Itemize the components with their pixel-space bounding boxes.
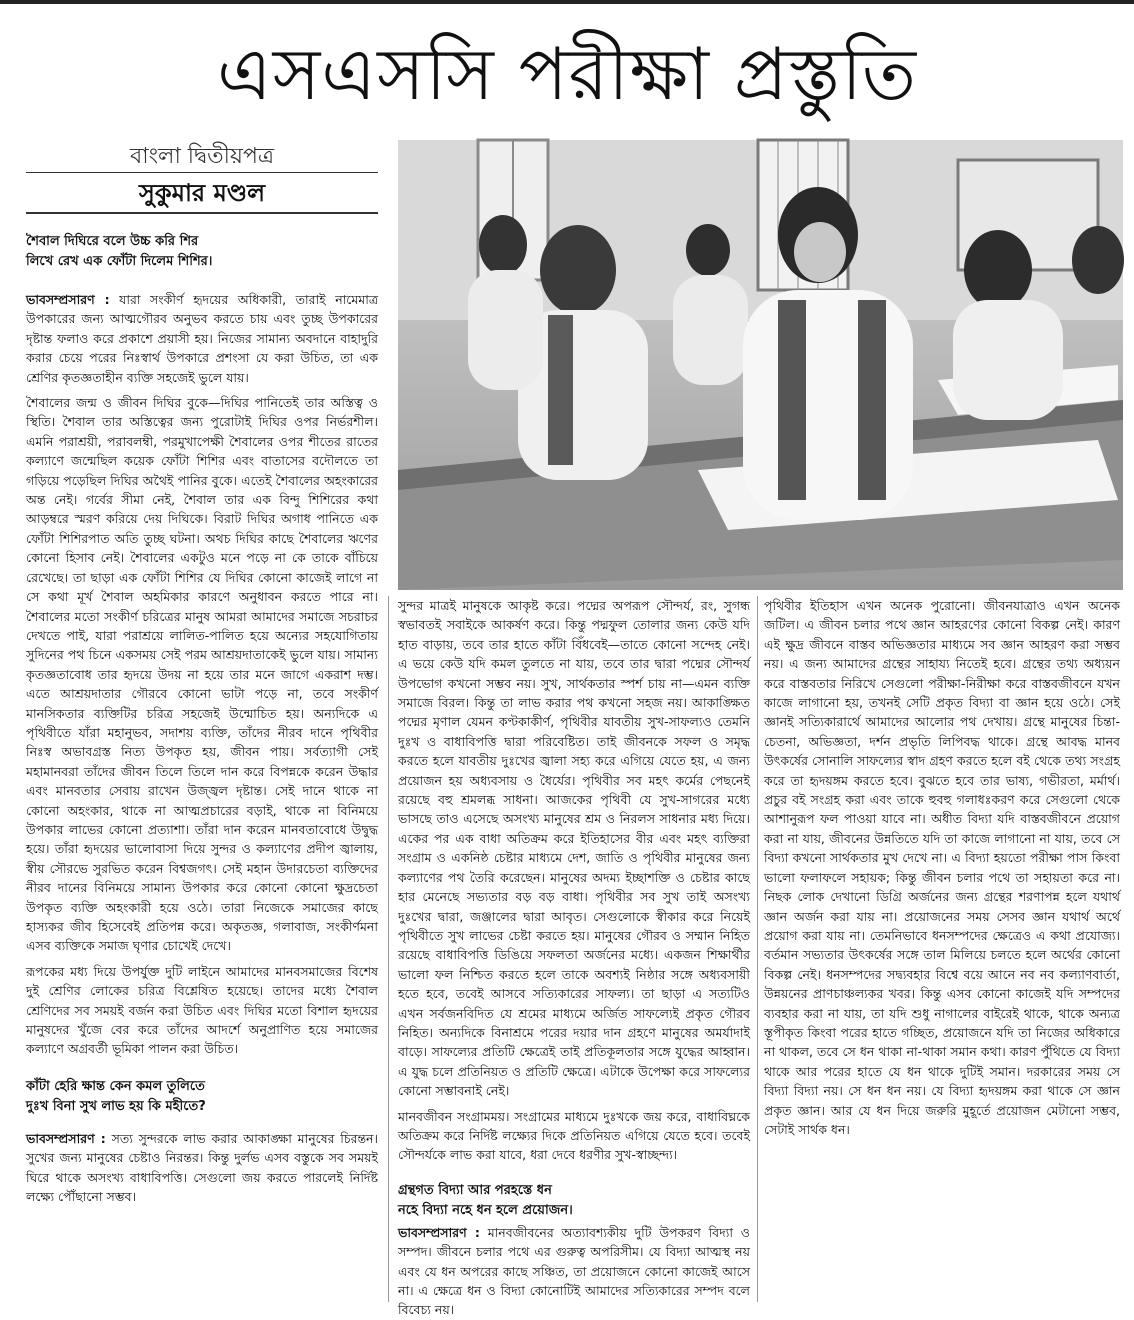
paragraph <box>26 290 378 387</box>
verse-line-2: লিখে রেখ এক ফোঁটা দিলেম শিশির। <box>26 254 213 269</box>
article-column-2 <box>398 596 750 1318</box>
verse-line-1: শৈবাল দিঘিরে বলে উচ্চ করি শির <box>26 234 199 249</box>
verse <box>26 232 378 272</box>
column-divider <box>757 596 758 1302</box>
verse <box>26 1077 378 1117</box>
article-column-1 <box>26 232 378 1302</box>
label-bhabsomprosaron: ভাবসম্প্রসারণ : <box>26 292 110 307</box>
paragraph-text: সত্য সুন্দরকে লাভ করার আকাঙ্ক্ষা মানুষের চিরন্তন। সুখের জন্য মানুষের চেষ্টাও নিরন্তর। কিন্তু দুর্লভ এসব বস্তুকে সব সময়ই ঘিরে থাকে অসংখ্য বাধাবিপত্তি। সেগুলো জয় করতে পারলেই নির্দিষ্ট লক্ষ্যে পৌঁছানো সম্ভব। <box>26 1130 378 1205</box>
paragraph: সুন্দর মাত্রই মানুষকে আকৃষ্ট করে। পদ্মের অপরূপ সৌন্দর্য, রং, সুগন্ধ স্বভাবতই সবাইকে আকর্ষণ করে। কিন্তু পদ্মফুল তোলার জন্য কেউ যদি হাত বাড়ায়, তবে তার হাতে কাঁটা বিঁধবেই—তাতে কোনো সন্দেহ নেই। এ ভয়ে কেউ যদি কমল তুলতে না যায়, তবে তার দ্বারা পদ্মের সৌন্দর্য উপভোগ কখনো সম্ভব নয়। সুখ, সার্থকতার স্পর্শ চায় না—এমন ব্যক্তি সমাজে বিরল। কিন্তু তা লাভ করার পথ কখনো সহজ নয়। আকাঙ্ক্ষিত পদ্মের মৃণাল যেমন কণ্টকাকীর্ণ, পৃথিবীর যাবতীয় সুখ-সাফল্যও তেমনি দুঃখ ও বাধাবিপত্তি দ্বারা পরিবেষ্টিত। তাই জীবনকে সফল ও সমৃদ্ধ করতে হলে যাবতীয় দুঃখের জ্বালা সহ্য করে এগিয়ে যেতে হয়, এ জন্য প্রয়োজন হয় অধ্যবসায় ও ধৈর্যের। পৃথিবীর সব মহৎ কর্মের পেছনেই রয়েছে বহু শ্রমলব্ধ সাধনা। আজকের পৃথিবী যে সুখ-সাগরের মধ্যে ভাসছে তাও এসেছে অসংখ্য মানুষের শ্রম ও নিরলস সাধনার মধ্য দিয়ে। একের পর এক বাধা অতিক্রম করে ইতিহাসের বীর এবং মহৎ ব্যক্তিরা সংগ্রাম ও একনিষ্ঠ চেষ্টার মাধ্যমে দেশ, জাতি ও পৃথিবীর মানুষের জন্য কল্যাণের পথ তৈরি করেছেন। মানুষের অদম্য ইচ্ছাশক্তি ও চেষ্টার কাছে হার মেনেছে সভ্যতার বড় বড় বাধা। পৃথিবীর সব সুখ তাই অসংখ্য দুঃখের দ্বারা, জঞ্জালের দ্বারা আবৃত। সেগুলোকে স্বীকার করে নিয়েই পৃথিবীতে সুখ লাভের চেষ্টা করতে হয়। মানুষের গৌরব ও সম্মান নিহিত রয়েছে বাধাবিপত্তি ডিঙিয়ে সফলতা অর্জনের মধ্যে। একজন শিক্ষার্থীর ভালো ফল নিশ্চিত করতে হলে তাকে অবশ্যই নিষ্ঠার সঙ্গে অধ্যবসায়ী হতে হবে, তবেই আসবে সত্যিকারের সাফল্য। তা ছাড়া এ সত্যটিও এখন সর্বজনবিদিত যে শ্রমের মাধ্যমে অর্জিত সাফল্যেই প্রকৃত গৌরব নিহিত। অন্যদিকে বিনাশ্রমে পরের দয়ার দান গ্রহণে মানুষের অমর্যাদাই বাড়ে। সাফল্যের প্রতিটি ক্ষেত্রেই তাই প্রতিকূলতার সঙ্গে যুদ্ধের আহ্বান। এ যুদ্ধ চলে প্রতিনিয়ত ও প্রতিটি ক্ষেত্রে। এটাকে উপেক্ষা করে সাফল্যের কোনো সম্ভাবনাই নেই। <box>398 598 750 1099</box>
verse-line-1: কাঁটা হেরি ক্ষান্ত কেন কমল তুলিতে <box>26 1078 205 1094</box>
paragraph-text: মানবজীবনের অত্যাবশ্যকীয় দুটি উপকরণ বিদ্যা ও সম্পদ। জীবনে চলার পথে এর গুরুত্ব অপরিসীম। যে বিদ্যা আত্মস্থ নয় এবং যে ধন অপরের কাছে সঞ্চিত, তা প্রয়োজনে কোনো কাজেই আসে না। এ ক্ষেত্রে ধন ও বিদ্যা কোনোটিই আমাদের সত্যিকারের সম্পদ বলে বিবেচ্য নয়। <box>398 1224 750 1318</box>
verse-line-1: গ্রন্থগত বিদ্যা আর পরহস্তে ধন <box>398 1182 552 1198</box>
section-label: বাংলা দ্বিতীয়পত্র <box>129 144 275 169</box>
label-bhabsomprosaron: ভাবসম্প্রসারণ : <box>398 1224 480 1240</box>
exam-photo-illustration <box>398 140 1123 590</box>
verse <box>398 1181 750 1221</box>
paragraph <box>398 1223 750 1320</box>
divider <box>26 212 378 214</box>
paragraph: পৃথিবীর ইতিহাস এখন অনেক পুরোনো। জীবনযাত্রাও এখন অনেক জটিল। এ জীবন চলার পথে জ্ঞান আহরণের কোনো বিকল্প নেই। কারণ এই ক্ষুদ্র জীবনে বাস্তব অভিজ্ঞতার মাধ্যমে সব জ্ঞান আহরণ করা সম্ভব নয়। এ জন্য আমাদের গ্রন্থের সাহায্য নিতেই হবে। গ্রন্থের তথ্য অধ্যয়ন করে বাস্তবতার নিরিখে সেগুলো পরীক্ষা-নিরীক্ষা করে বাস্তবজীবনে যখন কাজে লাগানো হয়, তখনই সেটি প্রকৃত বিদ্যা বা জ্ঞান হয়ে ওঠে। সেই জ্ঞানই সত্যিকারার্থে আমাদের আলোর পথ দেখায়। গ্রন্থে মানুষের চিন্তা-চেতনা, অভিজ্ঞতা, দর্শন প্রভৃতি লিপিবদ্ধ থাকে। গ্রন্থে আবদ্ধ মানব উৎকর্ষের সোনালি সাফল্যের স্বাদ গ্রহণ করতে হলে বই থেকে তথ্য সংগ্রহ করে তা হৃদয়ঙ্গম করতে হবে। বুঝতে হবে তার ভাষ্য, গভীরতা, মর্মার্থ। প্রচুর বই সংগ্রহ করা এবং তাকে হুবহু গলাধঃকরণ করে সেগুলো থেকে আশানুরূপ ফল পাওয়া যাবে না। অধীত বিদ্যা যদি বাস্তবজীবনে প্রয়োগ করা না যায়, জীবনের উন্নতিতে যদি তা কাজে লাগানো না যায়, তবে সে বিদ্যা কখনো সার্থকতার মুখ দেখে না। এ বিদ্যা হয়তো পরীক্ষা পাস কিংবা ভালো ফলাফলে সহায়ক; কিন্তু জীবন চলার পথে তা সহায়তা করে না। নিছক লোক দেখানো ডিগ্রি অর্জনের জন্য গ্রন্থের শরণাপন্ন হলে যথার্থ জ্ঞান অর্জন করা যায় না। প্রয়োজনের সময় সেসব জ্ঞান যথার্থ অর্থে প্রয়োগ করা যায় না। তেমনিভাবে ধনসম্পদের ক্ষেত্রেও এ কথা প্রযোজ্য। বর্তমান সভ্যতার উৎকর্ষের সঙ্গে তাল মিলিয়ে চলতে হলে অর্থের কোনো বিকল্প নেই। ধনসম্পদের সদ্ব্যবহার বিশ্বে বয়ে আনে নব নব কল্যাণবার্তা, উন্নয়নের প্রাণচাঞ্চল্যকর খবর। কিন্তু এসব কোনো কাজেই যদি সম্পদের ব্যবহার করা না যায়, তা যদি শুধু নাগালের বাইরেই থাকে, থাকে অন্যত্র স্তূপীকৃত কিংবা পরের হাতে গচ্ছিত, প্রয়োজনে যদি তা নিজের অধিকারে না থাকল, তবে সে ধন থাকা না-থাকা সমান কথা। কারণ পুঁথিতে যে বিদ্যা থাকে আর পরের হাতে যে ধন থাকে দুটিই সমান। দরকারের সময় সে বিদ্যা বিদ্যা নয়। সে ধন ধন নয়। যে বিদ্যা হৃদয়ঙ্গম করা থাকে সে জ্ঞান প্রকৃত জ্ঞান। আর যে ধন দিয়ে জরুরি মুহূর্তে প্রয়োজন মেটানো সম্ভব, সেটাই সার্থক ধন। <box>764 598 1120 1137</box>
top-rule <box>0 0 1134 4</box>
paragraph: মানবজীবন সংগ্রামময়। সংগ্রামের মাধ্যমে দুঃখকে জয় করে, বাধাবিঘ্নকে অতিক্রম করে নির্দিষ্ট লক্ষ্যের দিকে প্রতিনিয়ত এগিয়ে যেতে হবে। তবেই সৌন্দর্যকে লাভ করা যাবে, ধরা দেবে ধরণীর সুখ-স্বাচ্ছন্দ্য। <box>398 1108 750 1163</box>
paragraph: শৈবালের জন্ম ও জীবন দিঘির বুকে—দিঘির পানিতেই তার অস্তিত্ব ও স্থিতি। শৈবাল তার অস্তিত্বের জন্য পুরোটাই দিঘির ওপর নির্ভরশীল। এমনি পরাশ্রয়ী, পরাবলম্বী, পরমুখাপেক্ষী শৈবালের ওপর শীতের রাতের কল্যাণে জন্মেছিল কয়েক ফোঁটা শিশির এবং বাতাসের বদৌলতে তা গড়িয়ে পড়েছিল দিঘির অথৈই পানির বুকে। এতেই শৈবালের অহংকারের অন্ত নেই। গর্বের সীমা নেই, শৈবাল তার এক বিন্দু শিশিরের কথা আড়ম্বরে স্মরণ করিয়ে দেয় দিঘিকে। বিরাট দিঘির অগাধ পানিতে এক ফোঁটা শিশিরপাত অতি তুচ্ছ ঘটনা। অথচ দিঘির কাছে শৈবালের ঋণের কোনো হিসাব নেই। শৈবালের একটুও মনে পড়ে না কে তাকে বাঁচিয়ে রেখেছে। তা ছাড়া এক ফোঁটা শিশির যে দিঘির কোনো কাজেই লাগে না সে কথা মূর্খ শৈবাল অহমিকার কারণে অনুধাবন করতে পারে না। শৈবালের মতো সংকীর্ণ চরিত্রের মানুষ আমরা আমাদের সমাজে সচরাচর দেখতে পাই, যারা পরাশ্রয়ে লালিত-পালিত হয়ে অন্যের সহযোগিতায় সুদিনের পথ চিনে একসময় সেই পরম আশ্রয়দাতাকেই ভুলে যায়। সামান্য কৃতজ্ঞতাবোধ তার হৃদয়ে উদয় না হয়ে তার মনে জাগে একরাশ দম্ভ। এতে আশ্রয়দাতার গৌরবে কোনো ভাটা পড়ে না, তবে সংকীর্ণ মানসিকতার ব্যক্তিটির চরিত্র সহজেই উন্মোচিত হয়। অন্যদিকে এ পৃথিবীতে যাঁরা মহানুভব, সদাশয় ব্যক্তি, তাঁদের নীরব দানে পৃথিবীর নিঃস্ব অভাবগ্রস্ত নিত্য উপকৃত হয়, জীবন পায়। সর্বত্যাগী সেই মহামানবরা তাঁদের জীবন তিলে তিলে দান করে বিপন্নকে করেন উদ্ধার এবং মানবতার সেবায় রাখেন উজ্জ্বল দৃষ্টান্ত। সেই দানে থাকে না কোনো অহংকার, থাকে না আত্মপ্রচারের বড়াই, থাকে না বিনিময়ে উপকার লাভের কোনো প্রত্যাশা। তাঁরা দান করেন মানবতাবোধে উদ্বুদ্ধ হয়ে। তাঁরা হৃদয়ের ভালোবাসা দিয়ে সুন্দর ও কল্যাণের প্রদীপ জ্বালায়, স্বীয় সৌরভে সুরভিত করেন বিশ্বজগৎ। সেই মহান উদারচেতা ব্যক্তিদের নীরব দানের বিনিময়ে সামান্য উপকার করে কোনো কোনো ক্ষুদ্রচেতা উপকৃত ব্যক্তি অহংকারী হয়ে ওঠে। তারা নিজেকে সমাজের কাছে হাস্যকর জীব হিসেবেই প্রতিপন্ন করে। অকৃতজ্ঞ, গলাবাজ, সংকীর্ণমনা এসব ব্যক্তিকে সমাজ ঘৃণার চোখেই দেখে। <box>26 395 378 954</box>
verse-line-2: দুঃখ বিনা সুখ লাভ হয় কি মহীতে? <box>26 1098 206 1114</box>
paragraph <box>26 1129 378 1207</box>
exam-photo <box>398 140 1123 590</box>
paragraph-text: যারা সংকীর্ণ হৃদয়ের অধিকারী, তারাই নামেমাত্র উপকারের জন্য আত্মগৌরব অনুভব করতে চায় এবং তুচ্ছ উপকারের দৃষ্টান্ত ফলাও করে প্রকাশে প্রয়াসী হয়। নিজের সামান্য অবদানে বাহাদুরি করার চেয়ে পরের নিঃস্বার্থ উপকারে প্রশংসা যে করা উচিত, তা এক শ্রেণির কৃতজ্ঞতাহীন ব্যক্তি সহজেই ভুলে যায়। <box>26 292 378 385</box>
paragraph: রূপকের মধ্য দিয়ে উপর্যুক্ত দুটি লাইনে আমাদের মানবসমাজের বিশেষ দুই শ্রেণির লোকের চরিত্র বিশ্লেষিত হয়েছে। তাদের মধ্যে শৈবাল শ্রেণিদের সব সময়ই বর্জন করা উচিত এবং দিঘির মতো বিশাল হৃদয়ের মানুষদের খুঁজে বের করে তাঁদের আদর্শে অনুপ্রাণিত হয়ে সমাজের কল্যাণে অগ্রবর্তী ভূমিকা পালন করা উচিত। <box>26 963 378 1057</box>
column-divider <box>388 596 389 1302</box>
article-column-3 <box>764 596 1120 1302</box>
divider <box>26 172 378 173</box>
page-headline: এসএসসি পরীক্ষা প্রস্তুতি <box>216 32 918 116</box>
author-byline: সুকুমার মণ্ডল <box>138 179 266 207</box>
label-bhabsomprosaron: ভাবসম্প্রসারণ : <box>26 1130 106 1146</box>
verse-line-2: নহে বিদ্যা নহে ধন হলে প্রয়োজন। <box>398 1202 573 1218</box>
